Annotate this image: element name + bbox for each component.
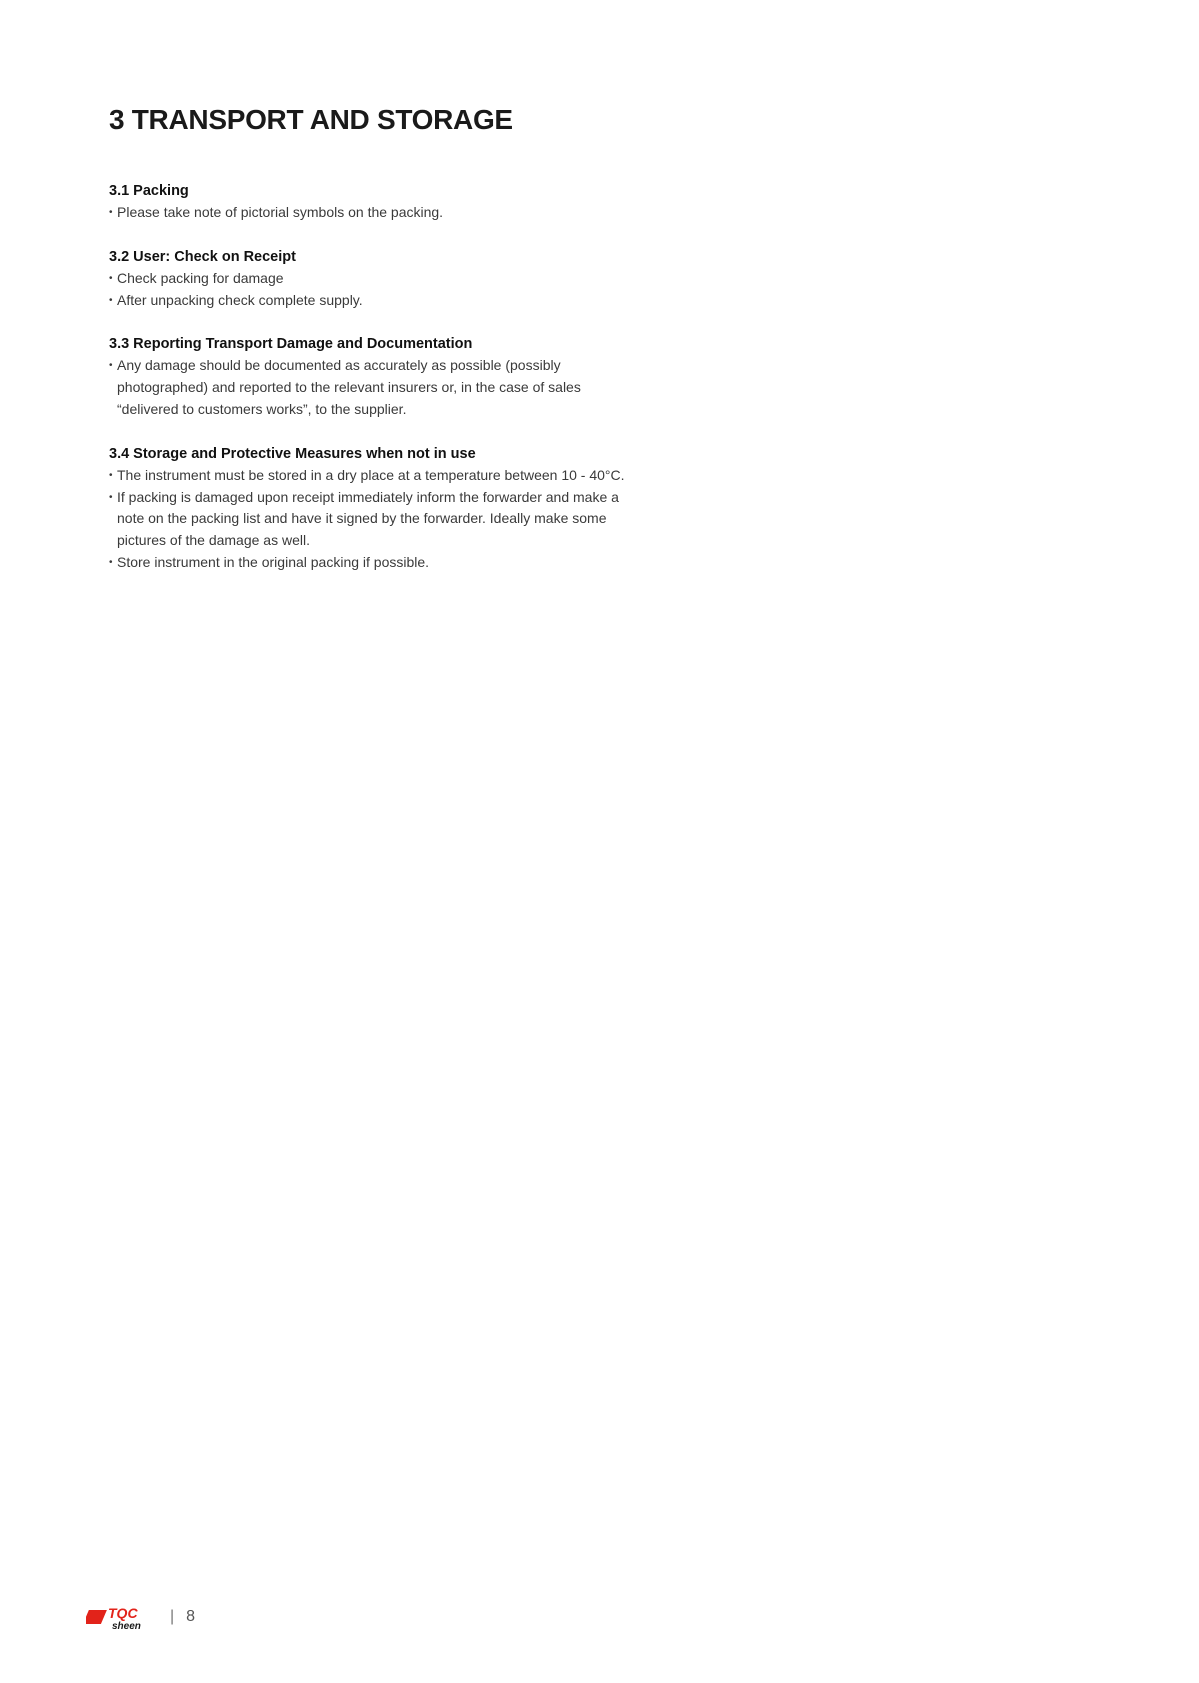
section-heading: 3.4 Storage and Protective Measures when not in use bbox=[109, 445, 476, 462]
document-body bbox=[109, 180, 629, 596]
page-number: 8 bbox=[186, 1608, 196, 1625]
bullet-item: • Any damage should be documented as accurately as possible (possibly photographed) and reported to the relevant insurers or, in the case of sales “delivered to customers works”, to the supplier. bbox=[109, 355, 629, 420]
bullet-list bbox=[109, 202, 629, 224]
bullet-list bbox=[109, 268, 629, 312]
bullet-item: • The instrument must be stored in a dry place at a temperature between 10 - 40°C. bbox=[109, 465, 629, 487]
section-transport-damage bbox=[109, 333, 629, 420]
page-title: 3 TRANSPORT AND STORAGE bbox=[109, 104, 513, 135]
bullet-item: • Check packing for damage bbox=[109, 268, 629, 290]
bullet-item: • Store instrument in the original packing if possible. bbox=[109, 552, 629, 574]
bullet-list bbox=[109, 465, 629, 574]
bullet-item: • Please take note of pictorial symbols on the packing. bbox=[109, 202, 629, 224]
bullet-item: • After unpacking check complete supply. bbox=[109, 290, 629, 312]
bullet-list bbox=[109, 355, 629, 420]
section-storage bbox=[109, 443, 629, 574]
section-check-on-receipt bbox=[109, 246, 629, 312]
logo-text-bottom: sheen bbox=[112, 1621, 141, 1632]
section-packing bbox=[109, 180, 629, 224]
footer-separator: | bbox=[170, 1608, 175, 1625]
logo-text-top: TQC bbox=[108, 1605, 138, 1621]
section-heading: 3.2 User: Check on Receipt bbox=[109, 248, 296, 265]
page-footer bbox=[86, 1602, 195, 1632]
section-heading: 3.3 Reporting Transport Damage and Documentation bbox=[109, 336, 473, 353]
tqc-sheen-logo-icon bbox=[86, 1602, 154, 1632]
bullet-item: • If packing is damaged upon receipt immediately inform the forwarder and make a note on the packing list and have it signed by the forwarder. Ideally make some pictures of the damage as well. bbox=[109, 487, 629, 552]
section-heading: 3.1 Packing bbox=[109, 183, 189, 199]
